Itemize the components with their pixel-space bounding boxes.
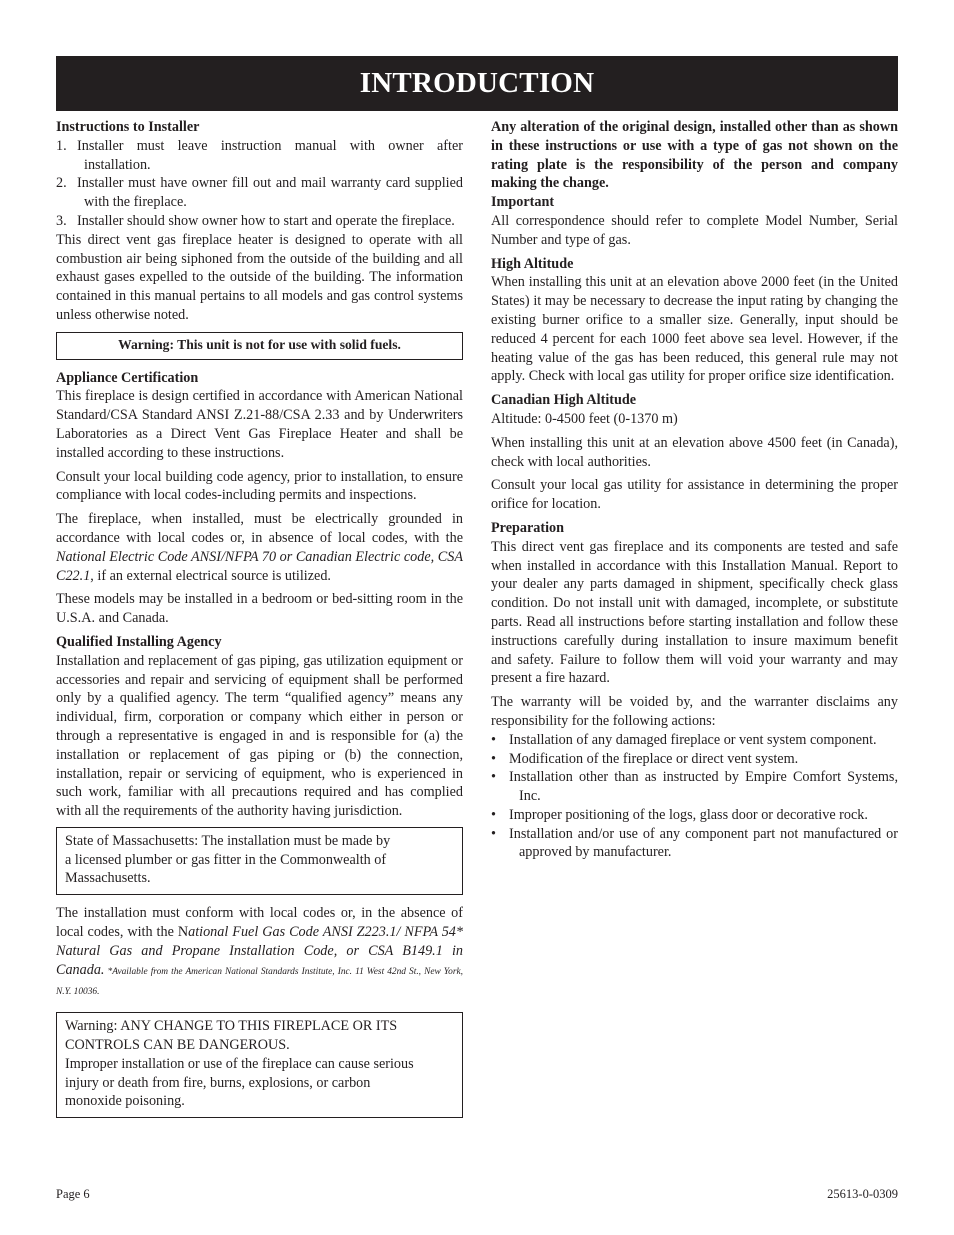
installer-item: 1. Installer must leave instruction manual with owner after installation. bbox=[56, 137, 463, 173]
canadian-altitude-paragraph: When installing this unit at an elevation above 4500 feet (in Canada), check with local authorities. bbox=[491, 434, 898, 470]
page-title: INTRODUCTION bbox=[56, 56, 898, 111]
preparation-paragraph: This direct vent gas fireplace and its components are tested and safe when installed in accordance with this Installation Manual. Report to your dealer any parts damaged in shipment, specifically check glass condition. Do not install unit with damaged, incomplete, or substitute parts. Read all instructions before starting installation and follow these instructions carefully during installation to insure maximum benefit and safety. Failure to follow them will void your warranty and may present a fire hazard. bbox=[491, 538, 898, 687]
list-item: • Improper positioning of the logs, glass door or decorative rock. bbox=[491, 806, 868, 823]
list-item: • Modification of the fireplace or direct vent system. bbox=[491, 750, 799, 767]
important-heading: Important bbox=[491, 194, 555, 211]
installer-list bbox=[56, 137, 463, 231]
alteration-paragraph: Any alteration of the original design, installed other than as shown in these instructions or use with a type of gas not shown on the rating plate is the responsibility of the person and company making the change. bbox=[491, 119, 898, 192]
bedroom-paragraph: These models may be installed in a bedroom or bed-sitting room in the U.S.A. and Canada. bbox=[56, 591, 463, 627]
right-column bbox=[491, 118, 898, 862]
list-item: • Installation of any damaged fireplace or vent system component. bbox=[491, 731, 877, 748]
danger-warning-box: Warning: ANY CHANGE TO THIS FIREPLACE OR ITS CONTROLS CAN BE DANGEROUS. Improper installation or use of the fireplace can cause serious injury or death from fire, burns, explosions, or carbon monoxide poisoning. bbox=[56, 1012, 463, 1118]
grounding-paragraph: The fireplace, when installed, must be electrically grounded in accordance with local codes or, in absence of local codes, with the National Electric Code ANSI/NFPA 70 or Canadian Electric code, CSA C22.1, if an external electrical source is utilized. bbox=[56, 511, 463, 584]
massachusetts-notice-box: State of Massachusetts: The installation must be made by a licensed plumber or gas fitter in the Commonwealth of Massachusetts. bbox=[56, 827, 463, 895]
conform-paragraph: The installation must conform with local codes or, in the absence of local codes, with the National Fuel Gas Code ANSI Z223.1/ NFPA 54* Natural Gas and Propane Installation Code, or CSA B149.1 in Canada. *Available from the American National Standards Institute, Inc. 11 West 42nd St., New York, N.Y. 10036. bbox=[56, 905, 463, 998]
agency-paragraph: Installation and replacement of gas piping, gas utilization equipment or accessories and repair and servicing of equipment shall be performed only by a qualified agency. The term “qualified agency” means any individual, firm, corporation or company which either in person or through a representative is engaged in and is responsible for (a) the installation or replacement of gas piping or (b) the connection, installation, repair or servicing of equipment, who is experienced in such work, familiar with all precautions required and has complied with all the requirements of the authority having jurisdiction. bbox=[56, 652, 463, 820]
list-item: • Installation other than as instructed by Empire Comfort Systems, Inc. bbox=[491, 769, 898, 805]
preparation-heading: Preparation bbox=[491, 519, 565, 536]
canadian-altitude-heading: Canadian High Altitude bbox=[491, 392, 637, 409]
installer-item: 3. Installer should show owner how to start and operate the fireplace. bbox=[56, 212, 455, 229]
certification-heading: Appliance Certification bbox=[56, 369, 199, 386]
list-item: • Installation and/or use of any component part not manufactured or approved by manufacturer. bbox=[491, 825, 898, 861]
document-number: 25613-0-0309 bbox=[827, 1187, 898, 1201]
installer-item: 2. Installer must have owner fill out and mail warranty card supplied with the fireplace. bbox=[56, 175, 463, 211]
high-altitude-heading: High Altitude bbox=[491, 255, 574, 272]
canadian-altitude-range: Altitude: 0-4500 feet (0-1370 m) bbox=[491, 410, 678, 427]
high-altitude-paragraph: When installing this unit at an elevation above 2000 feet (in the United States) it may be necessary to decrease the input rating by changing the existing burner orifice to a smaller size. Generally, input should be reduced 4 percent for each 1000 feet above sea level. However, if the heating value of the gas has been reduced, this general rule may not apply. Check with local gas utility for proper orifice size identification. bbox=[491, 274, 898, 385]
consult-code-paragraph: Consult your local building code agency, prior to installation, to ensure compliance with local codes-including permits and inspections. bbox=[56, 468, 463, 504]
solid-fuel-warning-box: Warning: This unit is not for use with solid fuels. bbox=[56, 332, 463, 360]
certification-paragraph: This fireplace is design certified in accordance with American National Standard/CSA Standard ANSI Z.21-88/CSA 2.33 and by Underwriters Laboratories as a Direct Vent Gas Fireplace Heater and shall be installed according to these instructions. bbox=[56, 388, 463, 461]
warranty-list bbox=[491, 731, 898, 863]
agency-heading: Qualified Installing Agency bbox=[56, 633, 222, 650]
important-paragraph: All correspondence should refer to complete Model Number, Serial Number and type of gas. bbox=[491, 212, 898, 248]
installer-heading: Instructions to Installer bbox=[56, 119, 200, 135]
ansi-footnote: *Available from the American National Standards Institute, Inc. 11 West 42nd St., New York, N.Y. 10036. bbox=[56, 966, 463, 998]
page-number: Page 6 bbox=[56, 1187, 90, 1201]
consult-utility-paragraph: Consult your local gas utility for assistance in determining the proper orifice for location. bbox=[491, 477, 898, 513]
warranty-paragraph: The warranty will be voided by, and the warranter disclaims any responsibility for the following actions: bbox=[491, 694, 898, 729]
intro-paragraph: This direct vent gas fireplace heater is designed to operate with all combustion air being siphoned from the outside of the building and all exhaust gases expelled to the outside of the building. The information contained in this manual pertains to all models and gas control systems unless otherwise noted. bbox=[56, 231, 463, 323]
left-column bbox=[56, 118, 463, 1118]
